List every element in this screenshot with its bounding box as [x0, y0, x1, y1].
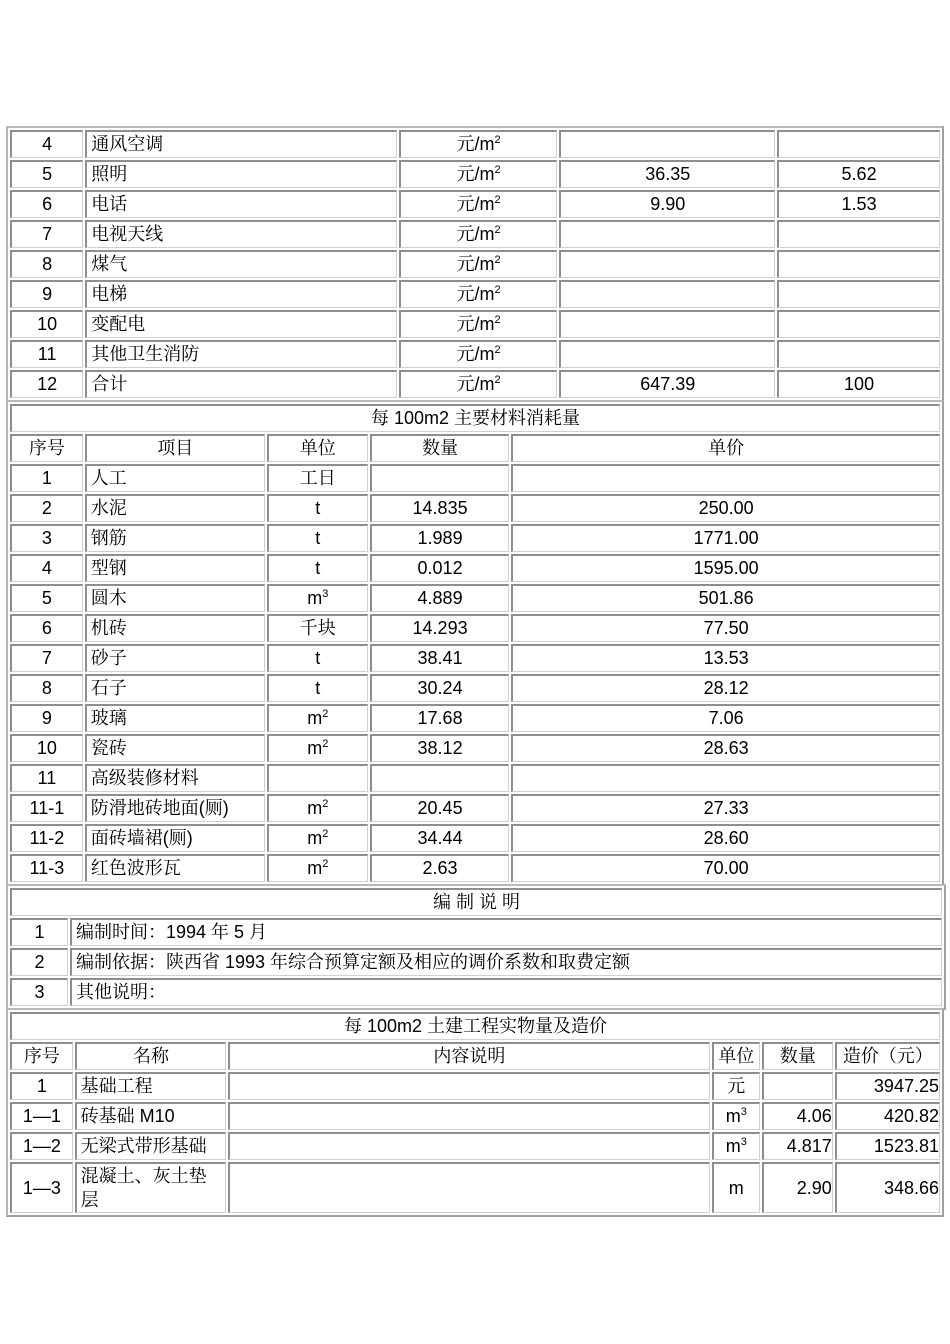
- unit-base: 元/m: [456, 284, 495, 304]
- table-row: [10, 554, 940, 582]
- cost-breakdown-table: [6, 126, 944, 402]
- row-number: 9: [10, 704, 83, 732]
- row-quantity: 38.12: [370, 734, 510, 762]
- table-row: [10, 130, 940, 158]
- unit-base: m: [725, 1136, 741, 1156]
- row-price: 27.33: [511, 794, 940, 822]
- table-row: [10, 220, 940, 248]
- row-item: 电话: [85, 190, 396, 218]
- unit-base: m: [307, 798, 323, 818]
- row-percent: 5.62: [777, 160, 940, 188]
- row-cost: 3947.25: [835, 1072, 940, 1100]
- row-value: [559, 340, 775, 368]
- table-row: [10, 1072, 940, 1100]
- unit-cell: [267, 704, 368, 732]
- row-percent: [777, 280, 940, 308]
- unit-cell: [399, 190, 558, 218]
- row-quantity: 4.889: [370, 584, 510, 612]
- row-value: 36.35: [559, 160, 775, 188]
- unit-base: 元/m: [456, 194, 495, 214]
- table-row: [10, 674, 940, 702]
- unit-cell: [267, 734, 368, 762]
- row-number: 9: [10, 280, 83, 308]
- header-unit: 单位: [712, 1042, 761, 1070]
- unit-base: 元: [727, 1076, 746, 1096]
- row-quantity: 2.90: [762, 1162, 833, 1213]
- row-number: 7: [10, 644, 83, 672]
- header-cost: 造价（元）: [835, 1042, 940, 1070]
- unit-exponent: 2: [494, 254, 501, 266]
- table-row: [10, 250, 940, 278]
- unit-cell: [267, 854, 368, 882]
- unit-exponent: 2: [494, 314, 501, 326]
- row-cost: 420.82: [835, 1102, 940, 1130]
- row-price: 250.00: [511, 494, 940, 522]
- row-percent: 1.53: [777, 190, 940, 218]
- row-percent: [777, 220, 940, 248]
- unit-base: 元/m: [456, 314, 495, 334]
- table-row: [10, 584, 940, 612]
- row-item: 红色波形瓦: [85, 854, 265, 882]
- table-row: [10, 794, 940, 822]
- row-value: [559, 250, 775, 278]
- row-price: 1771.00: [511, 524, 940, 552]
- row-item: 电梯: [85, 280, 396, 308]
- materials-table: [6, 400, 944, 886]
- unit-cell: [267, 494, 368, 522]
- row-name: 混凝土、灰土垫层: [75, 1162, 227, 1213]
- row-price: 7.06: [511, 704, 940, 732]
- unit-exponent: 3: [740, 1136, 747, 1148]
- unit-cell: [267, 584, 368, 612]
- row-item: 电视天线: [85, 220, 396, 248]
- row-value: [559, 280, 775, 308]
- unit-cell: [267, 644, 368, 672]
- row-number: 11-2: [10, 824, 83, 852]
- table-row: [10, 918, 942, 946]
- row-quantity: 34.44: [370, 824, 510, 852]
- row-name: 无梁式带形基础: [75, 1132, 227, 1160]
- unit-base: m: [307, 708, 323, 728]
- unit-exponent: 2: [494, 224, 501, 236]
- table-row: [10, 524, 940, 552]
- row-percent: [777, 250, 940, 278]
- header-qty: 数量: [370, 434, 510, 462]
- row-number: 6: [10, 190, 83, 218]
- unit-base: 元/m: [456, 254, 495, 274]
- unit-base: m: [728, 1178, 744, 1198]
- unit-exponent: 2: [494, 374, 501, 386]
- row-quantity: 14.293: [370, 614, 510, 642]
- row-description: [228, 1072, 709, 1100]
- unit-cell: [399, 340, 558, 368]
- document-page: [6, 126, 944, 1217]
- unit-cell: [399, 160, 558, 188]
- row-number: 1—3: [10, 1162, 73, 1213]
- row-item: 高级装修材料: [85, 764, 265, 792]
- table-row: [10, 340, 940, 368]
- table-row: [10, 644, 940, 672]
- unit-base: 元/m: [456, 374, 495, 394]
- materials-title: 每 100m2 主要材料消耗量: [10, 404, 940, 432]
- unit-cell: [399, 130, 558, 158]
- row-item: 照明: [85, 160, 396, 188]
- table-row: [10, 1102, 940, 1130]
- row-price: [511, 464, 940, 492]
- row-value: [559, 130, 775, 158]
- unit-base: 元/m: [456, 344, 495, 364]
- unit-exponent: 2: [322, 738, 329, 750]
- row-number: 10: [10, 734, 83, 762]
- row-number: 12: [10, 370, 83, 398]
- row-number: 2: [10, 948, 68, 976]
- header-no: 序号: [10, 1042, 73, 1070]
- unit-cell: [267, 554, 368, 582]
- row-number: 3: [10, 978, 68, 1006]
- row-number: 1: [10, 918, 68, 946]
- row-item: 变配电: [85, 310, 396, 338]
- unit-exponent: 2: [322, 858, 329, 870]
- table-row: [10, 464, 940, 492]
- row-quantity: 38.41: [370, 644, 510, 672]
- row-value: [559, 220, 775, 248]
- table-row: [10, 704, 940, 732]
- row-price: 28.60: [511, 824, 940, 852]
- table-row: [10, 370, 940, 398]
- row-number: 3: [10, 524, 83, 552]
- unit-exponent: 2: [494, 194, 501, 206]
- table-row: [10, 764, 940, 792]
- row-item: 通风空调: [85, 130, 396, 158]
- row-description: [228, 1102, 709, 1130]
- header-price: 单价: [511, 434, 940, 462]
- unit-cell: [712, 1072, 761, 1100]
- unit-base: t: [315, 528, 321, 548]
- table-row: [10, 160, 940, 188]
- unit-cell: [267, 614, 368, 642]
- row-quantity: 20.45: [370, 794, 510, 822]
- row-price: 28.12: [511, 674, 940, 702]
- unit-cell: [712, 1102, 761, 1130]
- unit-cell: [267, 464, 368, 492]
- row-price: [511, 764, 940, 792]
- table-row: [10, 280, 940, 308]
- unit-exponent: 2: [322, 798, 329, 810]
- unit-cell: [399, 280, 558, 308]
- row-quantity: 17.68: [370, 704, 510, 732]
- row-number: 2: [10, 494, 83, 522]
- unit-base: t: [315, 558, 321, 578]
- row-name: 基础工程: [75, 1072, 227, 1100]
- row-price: 13.53: [511, 644, 940, 672]
- header-name: 名称: [75, 1042, 227, 1070]
- note-text: 编制时间：1994 年 5 月: [70, 918, 942, 946]
- note-text: 编制依据：陕西省 1993 年综合预算定额及相应的调价系数和取费定额: [70, 948, 942, 976]
- row-item: 砂子: [85, 644, 265, 672]
- table-row: [10, 824, 940, 852]
- row-cost: 1523.81: [835, 1132, 940, 1160]
- unit-cell: [712, 1132, 761, 1160]
- row-item: 玻璃: [85, 704, 265, 732]
- row-number: 1—1: [10, 1102, 73, 1130]
- row-number: 1: [10, 464, 83, 492]
- header-item: 项目: [85, 434, 265, 462]
- unit-exponent: 2: [494, 134, 501, 146]
- row-quantity: 4.817: [762, 1132, 833, 1160]
- row-percent: 100: [777, 370, 940, 398]
- row-quantity: 2.63: [370, 854, 510, 882]
- unit-cell: [399, 250, 558, 278]
- row-number: 10: [10, 310, 83, 338]
- row-percent: [777, 340, 940, 368]
- row-number: 4: [10, 130, 83, 158]
- row-item: 机砖: [85, 614, 265, 642]
- row-price: 501.86: [511, 584, 940, 612]
- row-number: 8: [10, 674, 83, 702]
- table-row: [10, 948, 942, 976]
- unit-base: 工日: [299, 468, 336, 488]
- unit-exponent: 2: [322, 828, 329, 840]
- row-number: 11-1: [10, 794, 83, 822]
- row-number: 1: [10, 1072, 73, 1100]
- row-quantity: 14.835: [370, 494, 510, 522]
- table-row: [10, 1132, 940, 1160]
- row-item: 钢筋: [85, 524, 265, 552]
- row-quantity: 30.24: [370, 674, 510, 702]
- header-desc: 内容说明: [228, 1042, 709, 1070]
- row-description: [228, 1132, 709, 1160]
- unit-base: t: [315, 648, 321, 668]
- row-price: 28.63: [511, 734, 940, 762]
- row-item: 型钢: [85, 554, 265, 582]
- row-item: 面砖墙裙(厕): [85, 824, 265, 852]
- row-name: 砖基础 M10: [75, 1102, 227, 1130]
- row-number: 1—2: [10, 1132, 73, 1160]
- header-unit: 单位: [267, 434, 368, 462]
- row-number: 8: [10, 250, 83, 278]
- row-item: 煤气: [85, 250, 396, 278]
- table-row: [10, 854, 940, 882]
- unit-base: m: [307, 828, 323, 848]
- header-qty: 数量: [762, 1042, 833, 1070]
- unit-exponent: 2: [494, 344, 501, 356]
- unit-cell: [267, 794, 368, 822]
- row-number: 11-3: [10, 854, 83, 882]
- row-number: 11: [10, 764, 83, 792]
- unit-base: m: [307, 738, 323, 758]
- unit-base: m: [307, 588, 323, 608]
- notes-table: [6, 884, 946, 1010]
- row-quantity: 1.989: [370, 524, 510, 552]
- row-description: [228, 1162, 709, 1213]
- row-price: 1595.00: [511, 554, 940, 582]
- unit-base: 元/m: [456, 134, 495, 154]
- unit-exponent: 2: [494, 284, 501, 296]
- civil-title: 每 100m2 土建工程实物量及造价: [10, 1012, 940, 1040]
- unit-cell: [267, 524, 368, 552]
- unit-cell: [712, 1162, 761, 1213]
- unit-base: 元/m: [456, 224, 495, 244]
- unit-base: t: [315, 678, 321, 698]
- row-cost: 348.66: [835, 1162, 940, 1213]
- unit-base: 元/m: [456, 164, 495, 184]
- table-row: [10, 734, 940, 762]
- note-text: 其他说明：: [70, 978, 942, 1006]
- header-no: 序号: [10, 434, 83, 462]
- row-value: [559, 310, 775, 338]
- table-row: [10, 614, 940, 642]
- unit-base: m: [725, 1106, 741, 1126]
- row-item: 水泥: [85, 494, 265, 522]
- row-quantity: 0.012: [370, 554, 510, 582]
- row-item: 人工: [85, 464, 265, 492]
- row-value: 9.90: [559, 190, 775, 218]
- table-row: [10, 310, 940, 338]
- row-price: 77.50: [511, 614, 940, 642]
- row-item: 石子: [85, 674, 265, 702]
- table-row: [10, 494, 940, 522]
- unit-cell: [399, 220, 558, 248]
- row-quantity: [762, 1072, 833, 1100]
- unit-exponent: 3: [322, 588, 329, 600]
- unit-cell: [267, 674, 368, 702]
- civil-works-table: [6, 1008, 944, 1217]
- row-price: 70.00: [511, 854, 940, 882]
- row-number: 5: [10, 160, 83, 188]
- row-item: 防滑地砖地面(厕): [85, 794, 265, 822]
- row-percent: [777, 130, 940, 158]
- unit-exponent: 2: [494, 164, 501, 176]
- notes-title: 编 制 说 明: [10, 888, 942, 916]
- row-quantity: [370, 764, 510, 792]
- unit-base: t: [315, 498, 321, 518]
- table-row: [10, 978, 942, 1006]
- row-item: 圆木: [85, 584, 265, 612]
- row-item: 其他卫生消防: [85, 340, 396, 368]
- row-number: 5: [10, 584, 83, 612]
- row-item: 合计: [85, 370, 396, 398]
- row-value: 647.39: [559, 370, 775, 398]
- unit-cell: [267, 764, 368, 792]
- unit-cell: [399, 310, 558, 338]
- row-percent: [777, 310, 940, 338]
- unit-exponent: 2: [322, 708, 329, 720]
- row-number: 7: [10, 220, 83, 248]
- table-row: [10, 1162, 940, 1213]
- row-number: 6: [10, 614, 83, 642]
- row-item: 瓷砖: [85, 734, 265, 762]
- row-quantity: [370, 464, 510, 492]
- unit-exponent: 3: [740, 1106, 747, 1118]
- row-number: 4: [10, 554, 83, 582]
- unit-base: 千块: [299, 618, 336, 638]
- table-row: [10, 190, 940, 218]
- unit-base: m: [307, 858, 323, 878]
- row-number: 11: [10, 340, 83, 368]
- unit-cell: [267, 824, 368, 852]
- unit-cell: [399, 370, 558, 398]
- row-quantity: 4.06: [762, 1102, 833, 1130]
